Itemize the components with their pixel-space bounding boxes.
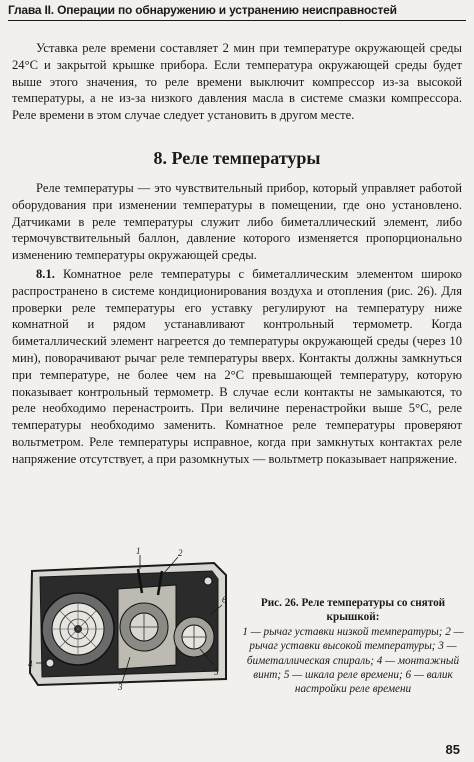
figure-label-6: 6	[222, 595, 227, 605]
item-text: Комнатное реле температуры с биметаллическим элементом широко распространено в системе кондиционирования воздуха и отопления (рис. 26). Для проверки реле температуры его уставку регулируют на температуру ниже комнатной и рядом устанавливают контрольный термометр. Когда биметаллический элемент нагреется до температуры окружающей среды (через 10 мин), поворачивают рычаг реле температуры вверх. Контакты должны замкнуться при температуре, не более чем на 2°С превышающей температуру, которую показывает контрольный термометр. В случае если контакты не замыкаются, то реле необходимо перенастроить. При величине перенастройки выше 5°С, реле температуры необходимо заменить. Комнатное реле температуры проверяют вольтметром. Реле температуры исправное, когда при замкнутых контактах реле напряжение отсутствует, а при разомкнутых — вольтметр показывает напряжение.	[12, 267, 462, 466]
thermostat-figure	[26, 545, 232, 691]
figure-caption	[240, 596, 466, 697]
thermostat-illustration	[26, 545, 232, 691]
item-number: 8.1.	[36, 267, 55, 281]
page-number: 85	[445, 742, 460, 757]
figure-label-3: 3	[118, 682, 123, 691]
figure-label-1: 1	[136, 546, 141, 556]
figure-label-2: 2	[178, 548, 183, 558]
figure-label-5: 5	[214, 667, 219, 677]
figure-caption-body: 1 — рычаг уставки низкой температуры; 2 — рычаг уставки высокой температуры; 3 — биметаллическая спираль; 4 — монтажный винт; 5 — шкала реле времени; 6 — валик настройки реле времени	[242, 625, 464, 696]
definition-paragraph: Реле температуры — это чувствительный прибор, который управляет работой оборудования при изменении температуры в помещении, где оно установлено. Датчиками в реле температуры служит либо биметаллический элемент, либо термочувствительный баллон, давление которого изменяется пропорционально изменению температуры окружающей среды.	[12, 181, 462, 263]
section-title: 8. Реле температуры	[153, 148, 321, 168]
figure-caption-title: Рис. 26. Реле температуры со снятой крышкой:	[260, 597, 446, 624]
running-header: Глава II. Операции по обнаружению и устранению неисправностей	[8, 3, 397, 17]
item-8-1-paragraph	[12, 266, 462, 468]
figure-label-4: 4	[28, 659, 33, 669]
header-rule	[8, 20, 466, 21]
intro-paragraph: Уставка реле времени составляет 2 мин при температуре окружающей среды 24°С и закрытой крышке прибора. Если температура окружающей среды будет выше этого значения, то реле времени выключит компрессор из-за высокой температуры, а не из-за низкого давления масла в системе смазки компрессора. Реле времени в этом случае следует установить в другом месте.	[12, 41, 462, 123]
